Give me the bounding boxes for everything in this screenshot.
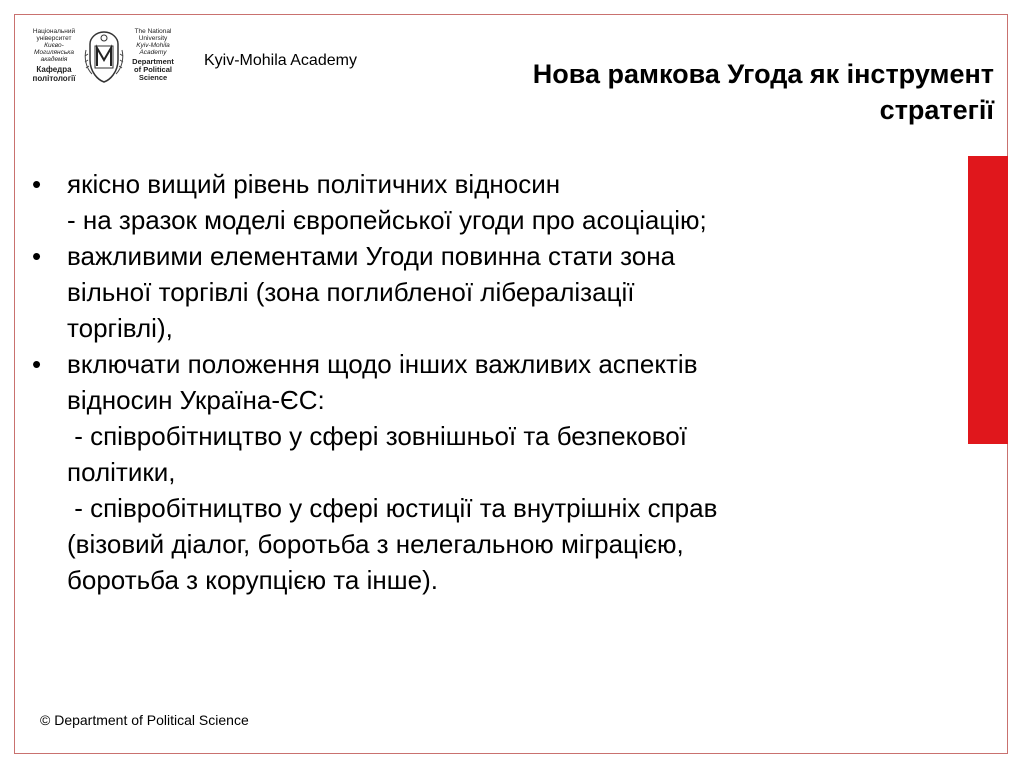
- logo-left-line: Кафедра: [36, 65, 72, 74]
- bullet-line: - на зразок моделі європейської угоди про асоціацію;: [67, 205, 707, 235]
- slide-title: [374, 56, 994, 128]
- bullet-marker: •: [32, 349, 42, 379]
- slide-title-line: стратегії: [879, 95, 994, 125]
- bullet-marker: •: [32, 241, 42, 271]
- bullet-line: - співробітництво у сфері зовнішньої та безпекової: [67, 421, 687, 451]
- logo-right-line: Department: [132, 57, 174, 66]
- logo-right-line: University: [138, 35, 168, 42]
- logo-right-line: Academy: [139, 49, 167, 56]
- logo-right-line: Kyiv-Mohila: [136, 42, 170, 49]
- copyright-footer: © Department of Political Science: [40, 712, 249, 728]
- bullet-marker: •: [32, 169, 42, 199]
- bullet-line: торгівлі),: [67, 313, 173, 343]
- bullet-line: (візовий діалог, боротьба з нелегальною міграцією,: [67, 529, 684, 559]
- logo-right-line: Science: [138, 73, 168, 82]
- logo-text-ukrainian: [26, 28, 82, 83]
- university-logo: [26, 26, 178, 88]
- bullet-item: [32, 166, 952, 238]
- bullet-line: - співробітництво у сфері юстиції та внутрішніх справ: [67, 493, 718, 523]
- bullet-list: [32, 166, 952, 598]
- bullet-line: якісно вищий рівень політичних відносин: [67, 169, 561, 199]
- bullet-item: [32, 346, 952, 598]
- logo-left-line: академія: [40, 56, 68, 63]
- academy-emblem-icon: [82, 30, 126, 84]
- academy-name: Kyiv-Mohila Academy: [204, 52, 357, 69]
- slide-title-line: Нова рамкова Угода як інструмент: [532, 59, 994, 89]
- logo-right-line: of Political: [134, 65, 172, 74]
- bullet-line: включати положення щодо інших важливих аспектів: [67, 349, 698, 379]
- logo-text-english: [126, 28, 180, 82]
- bullet-line: важливими елементами Угоди повинна стати зона: [67, 241, 676, 271]
- logo-left-line: Києво-: [44, 42, 64, 49]
- bullet-item: [32, 238, 952, 346]
- logo-left-line: Національний: [32, 28, 76, 35]
- logo-left-line: Могилянська: [34, 49, 74, 56]
- bullet-line: відносин Україна-ЄС:: [67, 385, 325, 415]
- logo-left-line: політології: [32, 74, 76, 83]
- bullet-line: боротьба з корупцією та інше).: [67, 565, 438, 595]
- bullet-line: вільної торгівлі (зона поглибленої лібералізації: [67, 277, 635, 307]
- accent-bar: [968, 156, 1008, 444]
- bullet-line: політики,: [67, 457, 176, 487]
- logo-right-line: The National: [134, 28, 172, 35]
- logo-left-line: університет: [36, 35, 72, 42]
